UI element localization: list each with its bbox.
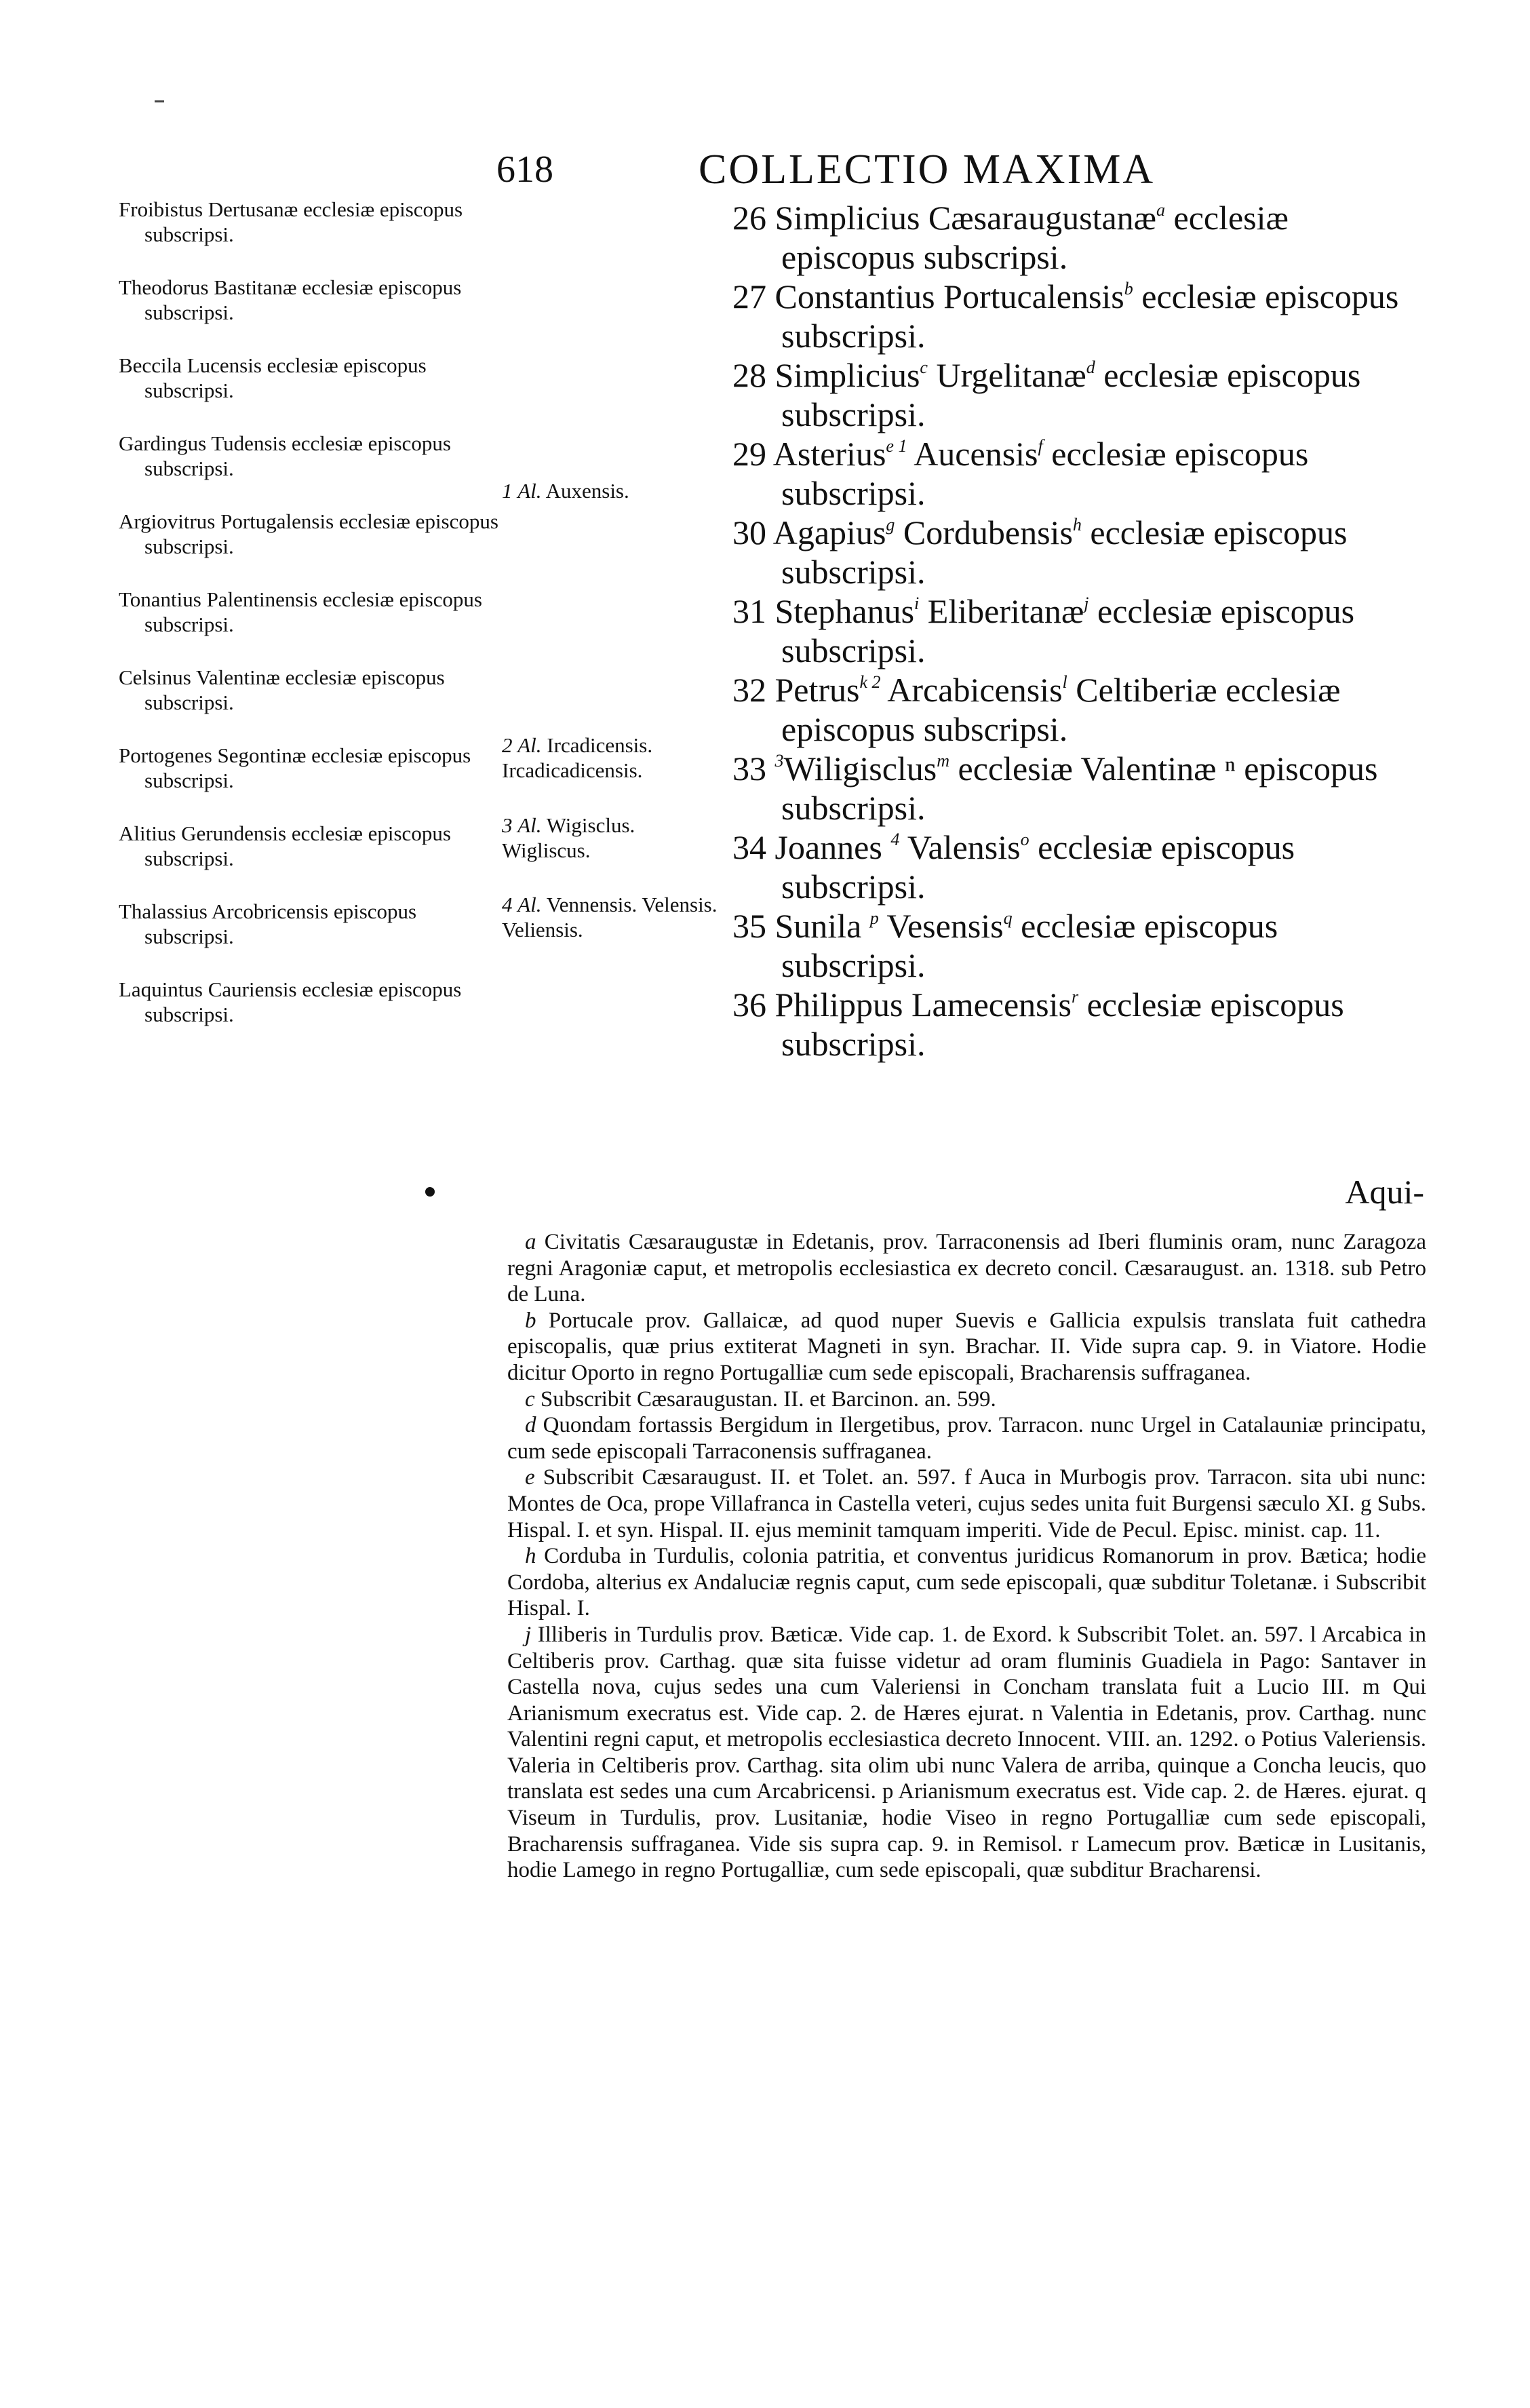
main-entry [732,513,1424,591]
footnote-mark: i [914,594,920,613]
entry-rest: ecclesiæ episcopus subscripsi. [781,986,1344,1063]
entry-rest: ecclesiæ episcopus subscripsi. [781,828,1295,906]
main-entry [732,198,1424,277]
footnote-text: Quondam fortassis Bergidum in Ilergetibus, prov. Tarracon. nunc Urgel in Catalauniæ principatu, cum sede episcopali Tarraconensis suffraganea. [507,1413,1427,1464]
entry-number: 27 [732,277,766,315]
variant-alias: Al. [517,813,542,837]
main-entry [732,670,1424,749]
left-entry: Laquintus Cauriensis ecclesiæ episcopus subscripsi. [119,977,462,1026]
bishop-name: Sunila [774,907,862,945]
left-entry: Theodorus Bastitanæ ecclesiæ episcopus subscripsi. [119,275,462,324]
entry-number: 33 [732,750,766,788]
footnote-mark: b [1124,279,1133,298]
main-entry [732,828,1424,906]
entry-rest: ecclesiæ episcopus subscripsi. [781,513,1348,591]
variant-alias: Al. [517,733,542,757]
variant-note [502,892,719,942]
left-entry: Alitius Gerundensis ecclesiæ episcopus subscripsi. [119,821,451,870]
running-title: COLLECTIO MAXIMA [699,147,1156,193]
see-name: Valensis [907,828,1021,866]
variant-note [502,813,719,863]
footnote-mark: r [1071,987,1079,1007]
footnote [507,1464,1426,1543]
variant-number: 3 [502,813,513,837]
entry-number: 30 [732,513,766,551]
footnote [507,1308,1426,1386]
see-name: Arcabicensis [887,671,1063,709]
left-entry: Beccila Lucensis ecclesiæ episcopus subscripsi. [119,353,427,402]
footnote-text: Subscribit Cæsaraugust. II. et Tolet. an. 597. f Auca in Murbogis prov. Tarracon. sita ubi nunc: Montes de Oca, prope Villafranca in Castella veteri, cujus sedes unita fuit Burgensi sæculo XI. g Subs. Hispal. I. et syn. Hispal. II. ejus meminit tamquam imperiti. Vide de Pecul. Episc. minist. cap. 11. [507,1465,1427,1542]
bishop-name: Simplicius [774,356,920,394]
variant-text: Wigisclus. Wigliscus. [502,813,635,862]
printer-dot [425,1187,435,1197]
bishop-name: Philippus [774,986,903,1024]
left-entry: Gardingus Tudensis ecclesiæ episcopus subscripsi. [119,431,451,480]
footnote-text: Subscribit Cæsaraugustan. II. et Barcinon. an. 599. [540,1386,996,1412]
footnote-mark: g [886,515,895,535]
running-header [0,139,1530,200]
entry-number: 31 [732,592,766,630]
see-name: Cordubensis [903,513,1073,551]
bishop-name: Constantius [774,277,935,315]
main-entry [732,355,1424,434]
footnote-mark: o [1020,830,1029,849]
entry-rest: Celtiberiæ ecclesiæ episcopus subscripsi. [781,671,1341,748]
bishop-name: Petrus [774,671,860,709]
footnote-label: d [525,1413,536,1438]
footnote-text: Corduba in Turdulis, colonia patritia, et conventus juridicus Romanorum in prov. Bætica; hodie Cordoba, alterius ex Andaluciæ regnis caput, cum sede episcopali, quæ subditur Toletanæ. i Subscribit Hispal. I. [507,1544,1426,1621]
entry-number: 34 [732,828,766,866]
entry-number: 36 [732,986,766,1024]
bishop-name: Joannes [774,828,882,866]
page-number: 618 [496,149,553,191]
entry-rest: ecclesiæ episcopus subscripsi. [781,277,1399,355]
footnote-mark: q [1003,908,1013,928]
main-entry [732,985,1424,1064]
entry-number: 32 [732,671,766,709]
footnote [507,1229,1426,1308]
left-entry: Tonantius Palentinensis ecclesiæ episcopus subscripsi. [119,587,482,636]
footnote-text: Portucale prov. Gallaicæ, ad quod nuper Suevis e Gallicia expulsis translata fuit cathedra episcopalis, quæ prius extiterat Magneti in syn. Brachar. II. Vide supra cap. 9. in Viatore. Hodie dicitur Oporto in regno Portugalliæ cum sede episcopali, Bracharensis suffraganea. [507,1308,1426,1385]
footnote-label: a [525,1230,536,1254]
footnote-mark: c [920,357,928,377]
footnote-mark: p [869,908,879,928]
footnote-mark: a [1156,200,1166,220]
footnote [507,1386,1426,1413]
main-entry [732,591,1424,670]
footnote-mark: e 1 [886,436,907,456]
footnote-mark: h [1072,515,1082,535]
footnote-label: h [525,1544,536,1569]
main-entry [732,277,1424,355]
entry-rest: ecclesiæ episcopus subscripsi. [781,435,1309,512]
footnote-mark: j [1084,594,1089,613]
variant-text: Auxensis. [545,479,629,503]
variant-note [502,478,719,503]
see-name: Vesensis [886,907,1004,945]
see-name: Urgelitanæ [936,356,1086,394]
left-entry: Portogenes Segontinæ ecclesiæ episcopus subscripsi. [119,743,471,792]
bishop-name: Agapius [772,513,886,551]
footnote-mark: f [1038,436,1043,456]
left-entry: Froibistus Dertusanæ ecclesiæ episcopus subscripsi. [119,197,463,246]
footnote-label: c [525,1386,535,1412]
see-name: Lamecensis [911,986,1072,1024]
see-name: Eliberitanæ [927,592,1084,630]
variant-number: 2 [502,733,513,757]
variant-text: Vennensis. Velensis. Veliensis. [502,893,718,941]
footnote [507,1543,1426,1622]
main-entry [732,434,1424,513]
footnote-label: e [525,1465,535,1490]
bishop-name: Wiligisclus [783,750,937,788]
entry-number: 29 [732,435,766,473]
main-subscription-column [732,198,1424,1064]
bishop-name: Stephanus [774,592,915,630]
see-name: Portucalensis [943,277,1124,315]
footnote-mark: m [937,751,950,771]
main-entry [732,906,1424,985]
stray-mark [155,100,164,102]
main-entry [732,749,1424,828]
variant-number: 1 [502,479,513,503]
footnote-mark: d [1086,357,1095,377]
see-name: Cæsaraugustanæ [928,199,1157,237]
entry-rest: ecclesiæ episcopus subscripsi. [781,356,1361,433]
catchword: Aqui- [1345,1173,1424,1211]
entry-rest: ecclesiæ episcopus subscripsi. [781,592,1355,669]
variant-text: Ircadicensis. Ircadicadicensis. [502,733,653,782]
variant-alias: Al. [517,893,542,916]
footnote-label: b [525,1308,536,1333]
entry-number: 26 [732,199,766,237]
entry-rest: ecclesiæ episcopus subscripsi. [781,907,1278,984]
left-entry: Thalassius Arcobricensis episcopus subscripsi. [119,899,417,948]
variant-note [502,733,719,783]
footnote-mark: 3 [774,751,784,771]
footnote-text: Civitatis Cæsaraugustæ in Edetanis, prov. Tarraconensis ad Iberi fluminis oram, nunc Zaragoza regni Aragoniæ caput, et metropolis ecclesiastica ex decreto concil. Cæsaraugust. an. 1318. sub Petro de Luna. [507,1230,1427,1307]
footnote [507,1412,1426,1464]
entry-rest: ecclesiæ Valentinæ ⁿ episcopus subscripsi. [781,750,1378,827]
entry-number: 28 [732,356,766,394]
entry-number: 35 [732,907,766,945]
footnote-mark: 4 [890,830,900,849]
variant-alias: Al. [517,479,542,503]
entry-rest: ecclesiæ episcopus subscripsi. [781,199,1289,276]
footnote [507,1622,1426,1884]
variant-number: 4 [502,893,513,916]
footnote-mark: l [1062,672,1067,692]
left-subscription-column [119,197,498,1055]
footnote-mark: k 2 [859,672,881,692]
bishop-name: Asterius [772,435,886,473]
see-name: Aucensis [914,435,1038,473]
bishop-name: Simplicius [774,199,920,237]
footnote-text: Illiberis in Turdulis prov. Bæticæ. Vide cap. 1. de Exord. k Subscribit Tolet. an. 597. l Arcabica in Celtiberis prov. Carthag. quæ sita fuisse videtur ad oram fluminis Guadiela in Pago: Santaver in Castella nova, cujus sedes una cum Valeriensi in Concham translata fuit a Lucio III. m Qui Arianismum execratus est. Vide cap. 2. de Hæres ejurat. n Valentia in Edetanis, prov. Carthag. nunc Valentini regni caput, et metropolis ecclesiastica decreto Innocent. VIII. an. 1292. o Potius Valeriensis. Valeria in Celtiberis prov. Carthag. sita olim ubi nunc Valera de arriba, quinque a Concha leucis, quo translata est sedes una cum Arcabricensi. p Arianismum execratus est. Vide cap. 2. de Hæres. ejurat. q Viseum in Turdulis, prov. Lusitaniæ, hodie Viseo in regno Portugalliæ cum sede episcopali, Bracharensis suffraganea. Vide sis supra cap. 9. in Remisol. r Lamecum prov. Bæticæ in Lusitanis, hodie Lamego in regno Portugalliæ, cum sede episcopali, quæ subditur Bracharensi. [507,1622,1427,1883]
left-entry: Argiovitrus Portugalensis ecclesiæ episcopus subscripsi. [119,509,498,558]
left-entry: Celsinus Valentinæ ecclesiæ episcopus subscripsi. [119,665,445,714]
footnote-label: j [525,1622,532,1647]
footnotes-block [507,1229,1426,1884]
